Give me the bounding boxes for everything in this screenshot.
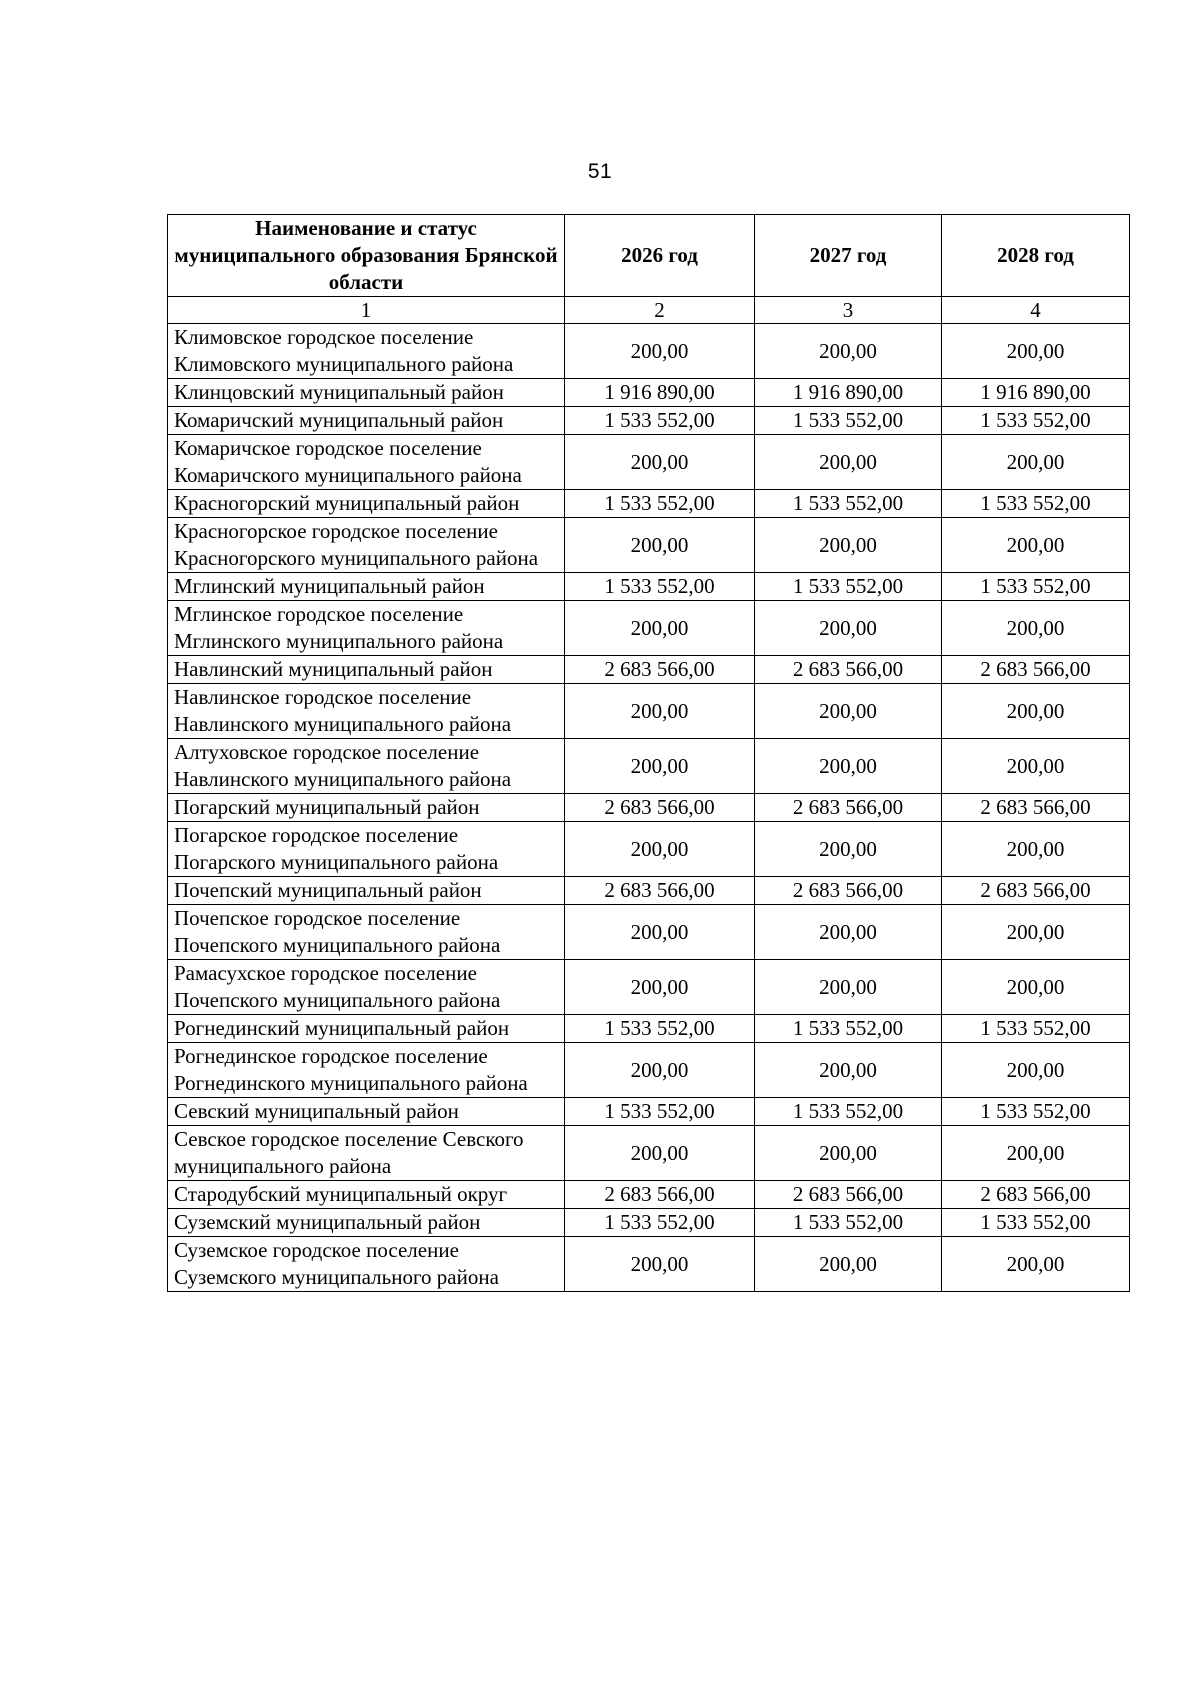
column-number-row (168, 297, 1130, 324)
municipality-name: Комаричский муниципальный район (168, 407, 565, 435)
amount-2027: 1 533 552,00 (755, 1015, 942, 1043)
municipality-name: Мглинский муниципальный район (168, 573, 565, 601)
table-row (168, 324, 1130, 379)
column-number: 3 (755, 297, 942, 324)
amount-2028: 200,00 (942, 435, 1130, 490)
municipality-name: Красногорский муниципальный район (168, 490, 565, 518)
municipality-name: Красногорское городское поселение Красногорского муниципального района (168, 518, 565, 573)
amount-2026: 200,00 (565, 601, 755, 656)
amount-2027: 200,00 (755, 960, 942, 1015)
amount-2028: 1 916 890,00 (942, 379, 1130, 407)
table-row (168, 877, 1130, 905)
amount-2026: 200,00 (565, 1043, 755, 1098)
municipality-name: Суземский муниципальный район (168, 1209, 565, 1237)
amount-2026: 200,00 (565, 739, 755, 794)
municipality-name: Рогнединский муниципальный район (168, 1015, 565, 1043)
amount-2027: 2 683 566,00 (755, 656, 942, 684)
table-row (168, 1237, 1130, 1292)
amount-2026: 200,00 (565, 822, 755, 877)
municipality-name: Погарское городское поселение Погарского муниципального района (168, 822, 565, 877)
table-row (168, 1043, 1130, 1098)
amount-2027: 200,00 (755, 739, 942, 794)
table-row (168, 1098, 1130, 1126)
amount-2027: 2 683 566,00 (755, 794, 942, 822)
amount-2028: 200,00 (942, 518, 1130, 573)
amount-2026: 1 533 552,00 (565, 573, 755, 601)
municipality-name: Навлинский муниципальный район (168, 656, 565, 684)
municipality-name: Погарский муниципальный район (168, 794, 565, 822)
amount-2026: 2 683 566,00 (565, 1181, 755, 1209)
table-row (168, 573, 1130, 601)
amount-2028: 200,00 (942, 601, 1130, 656)
amount-2027: 200,00 (755, 324, 942, 379)
amount-2028: 2 683 566,00 (942, 656, 1130, 684)
amount-2026: 1 533 552,00 (565, 1015, 755, 1043)
amount-2026: 1 533 552,00 (565, 407, 755, 435)
amount-2026: 200,00 (565, 960, 755, 1015)
amount-2026: 1 533 552,00 (565, 1209, 755, 1237)
table-row (168, 435, 1130, 490)
amount-2026: 2 683 566,00 (565, 877, 755, 905)
municipality-name: Рамасухское городское поселение Почепского муниципального района (168, 960, 565, 1015)
amount-2026: 1 916 890,00 (565, 379, 755, 407)
table-row (168, 1181, 1130, 1209)
amount-2028: 200,00 (942, 960, 1130, 1015)
amount-2028: 200,00 (942, 822, 1130, 877)
page-number: 51 (587, 160, 613, 183)
table-row (168, 960, 1130, 1015)
municipality-name: Суземское городское поселение Суземского муниципального района (168, 1237, 565, 1292)
municipality-name: Севский муниципальный район (168, 1098, 565, 1126)
municipality-name: Почепское городское поселение Почепского муниципального района (168, 905, 565, 960)
amount-2026: 1 533 552,00 (565, 1098, 755, 1126)
amount-2028: 1 533 552,00 (942, 490, 1130, 518)
amount-2027: 1 916 890,00 (755, 379, 942, 407)
amount-2028: 1 533 552,00 (942, 407, 1130, 435)
amount-2026: 200,00 (565, 518, 755, 573)
table-row (168, 1209, 1130, 1237)
amount-2026: 2 683 566,00 (565, 794, 755, 822)
amount-2028: 200,00 (942, 1043, 1130, 1098)
amount-2028: 200,00 (942, 739, 1130, 794)
table-row (168, 794, 1130, 822)
amount-2027: 200,00 (755, 601, 942, 656)
amount-2027: 200,00 (755, 822, 942, 877)
table-row (168, 822, 1130, 877)
table-row (168, 656, 1130, 684)
municipality-name: Рогнединское городское поселение Рогнединского муниципального района (168, 1043, 565, 1098)
header-2026: 2026 год (565, 215, 755, 297)
amount-2027: 1 533 552,00 (755, 1209, 942, 1237)
municipality-name: Стародубский муниципальный округ (168, 1181, 565, 1209)
amount-2026: 200,00 (565, 684, 755, 739)
table-row (168, 407, 1130, 435)
amount-2028: 200,00 (942, 684, 1130, 739)
municipality-name: Севское городское поселение Севского муниципального района (168, 1126, 565, 1181)
amount-2027: 200,00 (755, 435, 942, 490)
amount-2027: 1 533 552,00 (755, 573, 942, 601)
amount-2026: 200,00 (565, 435, 755, 490)
amount-2028: 200,00 (942, 1126, 1130, 1181)
table-header-row (168, 215, 1130, 297)
municipality-name: Мглинское городское поселение Мглинского муниципального района (168, 601, 565, 656)
amount-2028: 2 683 566,00 (942, 1181, 1130, 1209)
amount-2028: 2 683 566,00 (942, 794, 1130, 822)
amount-2026: 1 533 552,00 (565, 490, 755, 518)
amount-2027: 200,00 (755, 905, 942, 960)
header-2027: 2027 год (755, 215, 942, 297)
municipality-name: Почепский муниципальный район (168, 877, 565, 905)
amount-2027: 200,00 (755, 684, 942, 739)
amount-2026: 200,00 (565, 324, 755, 379)
amount-2028: 1 533 552,00 (942, 573, 1130, 601)
amount-2027: 200,00 (755, 1126, 942, 1181)
amount-2028: 200,00 (942, 905, 1130, 960)
amount-2027: 200,00 (755, 1043, 942, 1098)
amount-2028: 1 533 552,00 (942, 1015, 1130, 1043)
header-2028: 2028 год (942, 215, 1130, 297)
amount-2028: 1 533 552,00 (942, 1209, 1130, 1237)
amount-2026: 200,00 (565, 1126, 755, 1181)
table-row (168, 739, 1130, 794)
amount-2028: 200,00 (942, 1237, 1130, 1292)
amount-2027: 2 683 566,00 (755, 877, 942, 905)
amount-2028: 1 533 552,00 (942, 1098, 1130, 1126)
amount-2026: 200,00 (565, 1237, 755, 1292)
municipality-name: Навлинское городское поселение Навлинского муниципального района (168, 684, 565, 739)
amount-2027: 1 533 552,00 (755, 490, 942, 518)
table-row (168, 379, 1130, 407)
allocation-table (167, 214, 1130, 1292)
amount-2026: 200,00 (565, 905, 755, 960)
table-row (168, 601, 1130, 656)
column-number: 1 (168, 297, 565, 324)
amount-2027: 2 683 566,00 (755, 1181, 942, 1209)
amount-2028: 200,00 (942, 324, 1130, 379)
amount-2027: 1 533 552,00 (755, 1098, 942, 1126)
municipality-name: Комаричское городское поселение Комаричского муниципального района (168, 435, 565, 490)
table-row (168, 518, 1130, 573)
header-municipality: Наименование и статус муниципального образования Брянской области (168, 215, 565, 297)
table-row (168, 1015, 1130, 1043)
column-number: 2 (565, 297, 755, 324)
municipality-name: Климовское городское поселение Климовского муниципального района (168, 324, 565, 379)
amount-2028: 2 683 566,00 (942, 877, 1130, 905)
table-row (168, 490, 1130, 518)
amount-2027: 1 533 552,00 (755, 407, 942, 435)
table-row (168, 1126, 1130, 1181)
amount-2026: 2 683 566,00 (565, 656, 755, 684)
table-row (168, 684, 1130, 739)
column-number: 4 (942, 297, 1130, 324)
amount-2027: 200,00 (755, 1237, 942, 1292)
amount-2027: 200,00 (755, 518, 942, 573)
municipality-name: Алтуховское городское поселение Навлинского муниципального района (168, 739, 565, 794)
table-row (168, 905, 1130, 960)
municipality-name: Клинцовский муниципальный район (168, 379, 565, 407)
